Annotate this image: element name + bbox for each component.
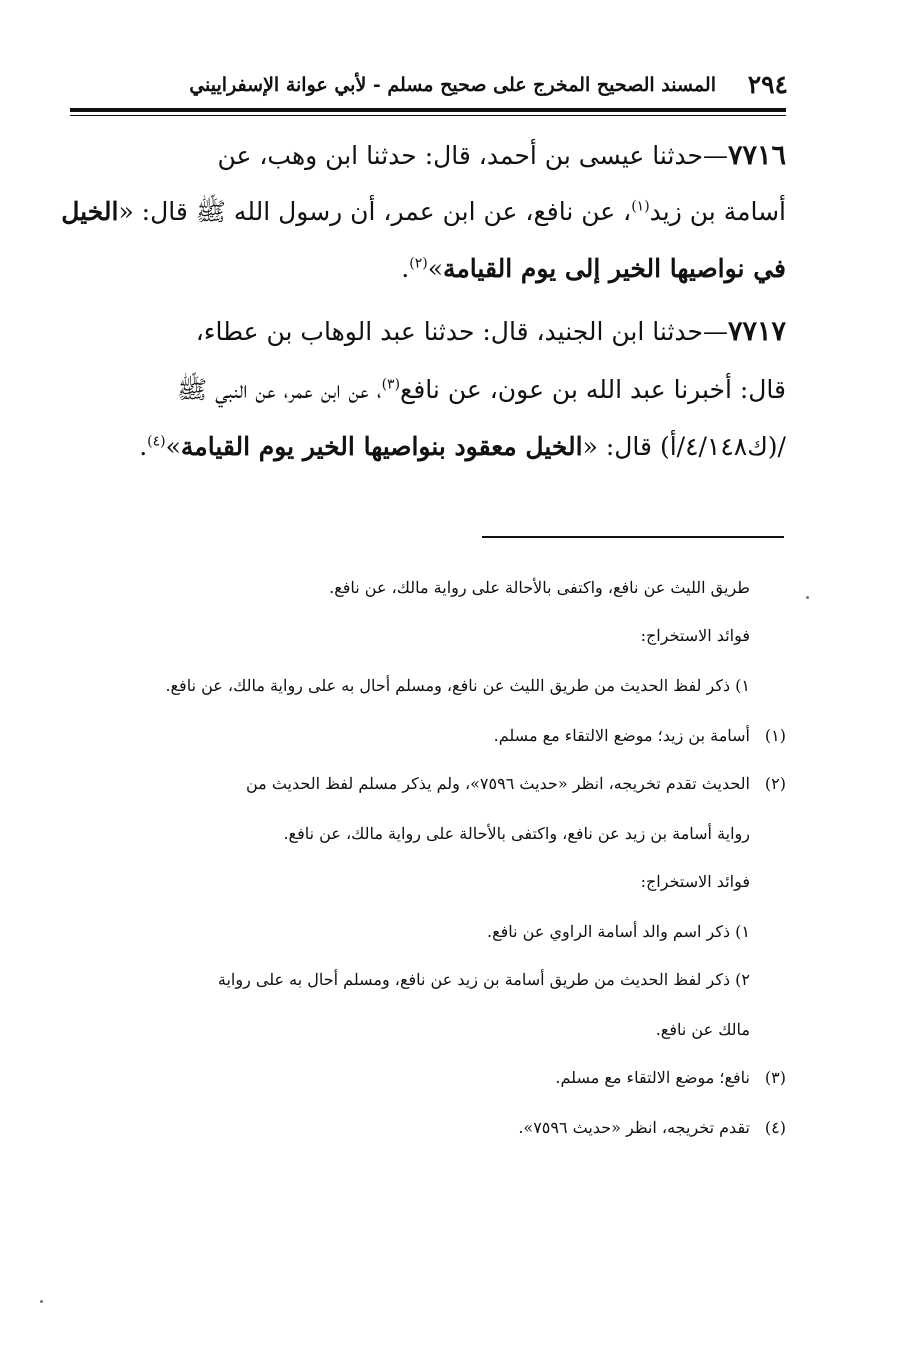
footnote-2-point-1: ١) ذكر اسم والد أسامة الراوي عن نافع. bbox=[487, 922, 750, 941]
footnote-1 bbox=[494, 726, 786, 745]
hadith-text: قال: أخبرنا عبد الله بن عون، عن نافع bbox=[400, 375, 786, 404]
hadith-text: /(ك٤/١٤٨/أ) قال: « bbox=[582, 432, 786, 461]
hadith-matn: الخيل bbox=[61, 197, 119, 226]
period: . bbox=[401, 254, 410, 283]
quote-close: » bbox=[165, 432, 181, 461]
hadith-7717-line-1 bbox=[70, 316, 786, 347]
hadith-number: ٧٧١٦ bbox=[727, 140, 786, 171]
footnote-2-point-2: ٢) ذكر لفظ الحديث من طريق أسامة بن زيد عن نافع، ومسلم أحال به على رواية bbox=[217, 970, 750, 989]
hadith-text: —حدثنا ابن الجنيد، قال: حدثنا عبد الوهاب بن عطاء، bbox=[195, 317, 728, 346]
quote-close: » bbox=[427, 254, 443, 283]
footnote-2-heading: فوائد الاستخراج: bbox=[640, 872, 750, 891]
footnote-4 bbox=[518, 1118, 786, 1137]
hadith-7716-line-1 bbox=[70, 140, 786, 171]
period: . bbox=[139, 432, 148, 461]
hadith-text: أسامة بن زيد bbox=[649, 197, 786, 226]
footnote-ref-3[interactable]: (٣) bbox=[381, 376, 401, 393]
footnote-number: (١) bbox=[764, 726, 786, 745]
hadith-text: —حدثنا عيسى بن أحمد، قال: حدثنا ابن وهب، عن bbox=[217, 141, 728, 170]
footnote-number: (٢) bbox=[764, 774, 786, 793]
page-header bbox=[60, 70, 788, 110]
footnote-continuation-line: طريق الليث عن نافع، واكتفى بالأحالة على رواية مالك، عن نافع. bbox=[329, 578, 750, 597]
footnote-text: أسامة بن زيد؛ موضع الالتقاء مع مسلم. bbox=[493, 726, 750, 745]
footnote-text: نافع؛ موضع الالتقاء مع مسلم. bbox=[555, 1068, 750, 1087]
hadith-matn: في نواصيها الخير إلى يوم القيامة bbox=[443, 254, 786, 283]
header-rule-thick bbox=[70, 108, 786, 112]
footnote-2 bbox=[246, 774, 786, 793]
footnote-3 bbox=[555, 1068, 786, 1087]
footnote-ref-4[interactable]: (٤) bbox=[147, 433, 166, 450]
hadith-7716-line-3 bbox=[70, 254, 786, 283]
scan-speck bbox=[806, 596, 809, 599]
header-rule-thin bbox=[70, 115, 786, 116]
footnote-number: (٤) bbox=[764, 1118, 786, 1137]
scan-speck bbox=[40, 1300, 43, 1303]
footnote-separator bbox=[482, 536, 784, 538]
footnote-2-line-2: رواية أسامة بن زيد عن نافع، واكتفى بالأحالة على رواية مالك، عن نافع. bbox=[283, 824, 750, 843]
footnote-text: الحديث تقدم تخريجه، انظر «حديث ٧٥٩٦»، ولم يذكر مسلم لفظ الحديث من bbox=[245, 774, 750, 793]
hadith-number: ٧٧١٧ bbox=[727, 316, 786, 347]
running-title: المسند الصحيح المخرج على صحيح مسلم - لأبي عوانة الإسفراييني bbox=[189, 74, 716, 96]
hadith-text: ، عن ابن عمر، عن النبي ﷺ bbox=[177, 375, 382, 404]
hadith-text: ، عن نافع، عن ابن عمر، أن رسول الله ﷺ قال: « bbox=[118, 197, 632, 226]
hadith-7717-line-2 bbox=[70, 374, 786, 411]
footnote-number: (٣) bbox=[764, 1068, 786, 1087]
hadith-matn: الخيل معقود بنواصيها الخير يوم القيامة bbox=[180, 432, 583, 461]
footnote-continuation-heading: فوائد الاستخراج: bbox=[640, 626, 750, 645]
footnote-ref-1[interactable]: (١) bbox=[631, 198, 650, 215]
hadith-7717-line-3 bbox=[70, 432, 786, 461]
footnote-ref-2[interactable]: (٢) bbox=[409, 255, 428, 272]
footnote-text: تقدم تخريجه، انظر «حديث ٧٥٩٦». bbox=[518, 1118, 750, 1137]
hadith-7716-line-2 bbox=[61, 196, 786, 233]
page-number: ٢٩٤ bbox=[747, 70, 788, 99]
footnote-continuation-point: ١) ذكر لفظ الحديث من طريق الليث عن نافع، ومسلم أحال به على رواية مالك، عن نافع. bbox=[165, 676, 750, 695]
footnote-2-point-2-cont: مالك عن نافع. bbox=[655, 1020, 750, 1039]
